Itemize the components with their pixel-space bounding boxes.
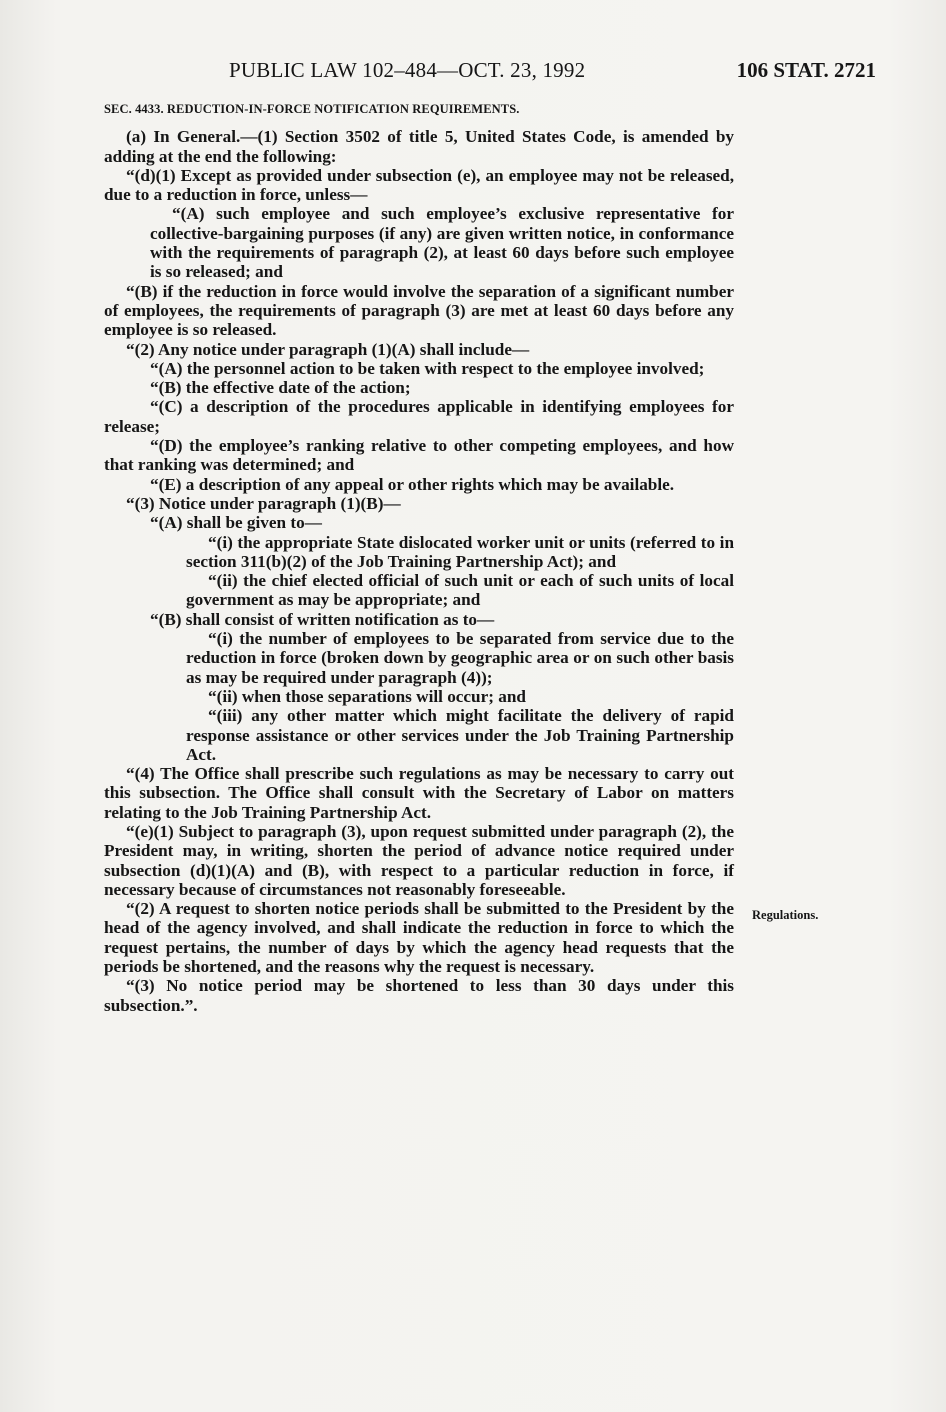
paragraph-d3-A-ii: “(ii) the chief elected official of such unit or each of such units of local government as may be appropriate; and [186,571,734,610]
paragraph-a-in-general: (a) In General.—(1) Section 3502 of title 5, United States Code, is amended by adding at the end the following: [104,127,734,166]
paragraph-e1: “(e)(1) Subject to paragraph (3), upon request submitted under paragraph (2), the President may, in writing, shorten the period of advance notice required under subsection (d)(1)(A) and (B), with respect to a particular reduction in force, if necessary because of circumstances not reasonably foreseeable. [104,821,734,899]
paragraph-d4: “(4) The Office shall prescribe such regulations as may be necessary to carry out this subsection. The Office shall consult with the Secretary of Labor on matters relating to the Job Training Partnership Act. [104,764,734,822]
stat-page-number: 106 STAT. 2721 [736,58,876,82]
paragraph-d3-A: “(A) shall be given to— [150,513,322,533]
paragraph-d1: “(d)(1) Except as provided under subsection (e), an employee may not be released, due to a reduction in force, unless— [104,165,734,205]
section-heading: SEC. 4433. REDUCTION-IN-FORCE NOTIFICATION REQUIREMENTS. [104,102,520,116]
paragraph-d2-D: “(D) the employee’s ranking relative to other competing employees, and how that ranking was determined; and [104,436,734,475]
paragraph-d3-B-ii: “(ii) when those separations will occur; and [208,686,526,706]
paragraph-d2-A: “(A) the personnel action to be taken with respect to the employee involved; [150,358,705,378]
paragraph-d2: “(2) Any notice under paragraph (1)(A) shall include— [126,339,530,359]
paragraph-d3: “(3) Notice under paragraph (1)(B)— [126,493,401,513]
paragraph-d1-B: “(B) if the reduction in force would involve the separation of a significant number of employees, the requirements of paragraph (3) are met at least 60 days before any employee is so released. [104,281,734,340]
header-title: PUBLIC LAW 102–484—OCT. 23, 1992 [229,58,586,82]
paragraph-d2-E: “(E) a description of any appeal or other rights which may be available. [150,474,675,494]
paragraph-d3-B: “(B) shall consist of written notification as to— [150,609,495,629]
paragraph-d1-A: “(A) such employee and such employee’s exclusive representative for collective-bargaining purposes (if any) are given written notice, in conformance with the requirements of paragraph (2), at least 60 days before such employee is so released; and [150,204,734,282]
margin-note-regulations: Regulations. [752,908,819,922]
paragraph-d3-B-iii: “(iii) any other matter which might facilitate the delivery of rapid response assistance or other services under the Job Training Partnership Act. [186,706,734,764]
paragraph-d2-C: “(C) a description of the procedures applicable in identifying employees for release; [104,397,734,436]
statute-text [104,100,734,1015]
paragraph-e2: “(2) A request to shorten notice periods shall be submitted to the President by the head of the agency involved, and shall indicate the reduction in force to which the request pertains, the number of days by which the agency head requests that the periods be shortened, and the reasons why the request is necessary. [104,899,734,977]
paragraph-d3-A-i: “(i) the appropriate State dislocated worker unit or units (referred to in section 311(b)(2) of the Job Training Partnership Act); and [186,532,734,571]
running-header [104,58,876,86]
paragraph-e3: “(3) No notice period may be shortened to less than 30 days under this subsection.”. [104,976,734,1015]
paragraph-d2-B: “(B) the effective date of the action; [150,378,411,398]
paragraph-d3-B-i: “(i) the number of employees to be separated from service due to the reduction in force (broken down by geographic area or on such other basis as may be required under paragraph (4)); [186,629,734,687]
